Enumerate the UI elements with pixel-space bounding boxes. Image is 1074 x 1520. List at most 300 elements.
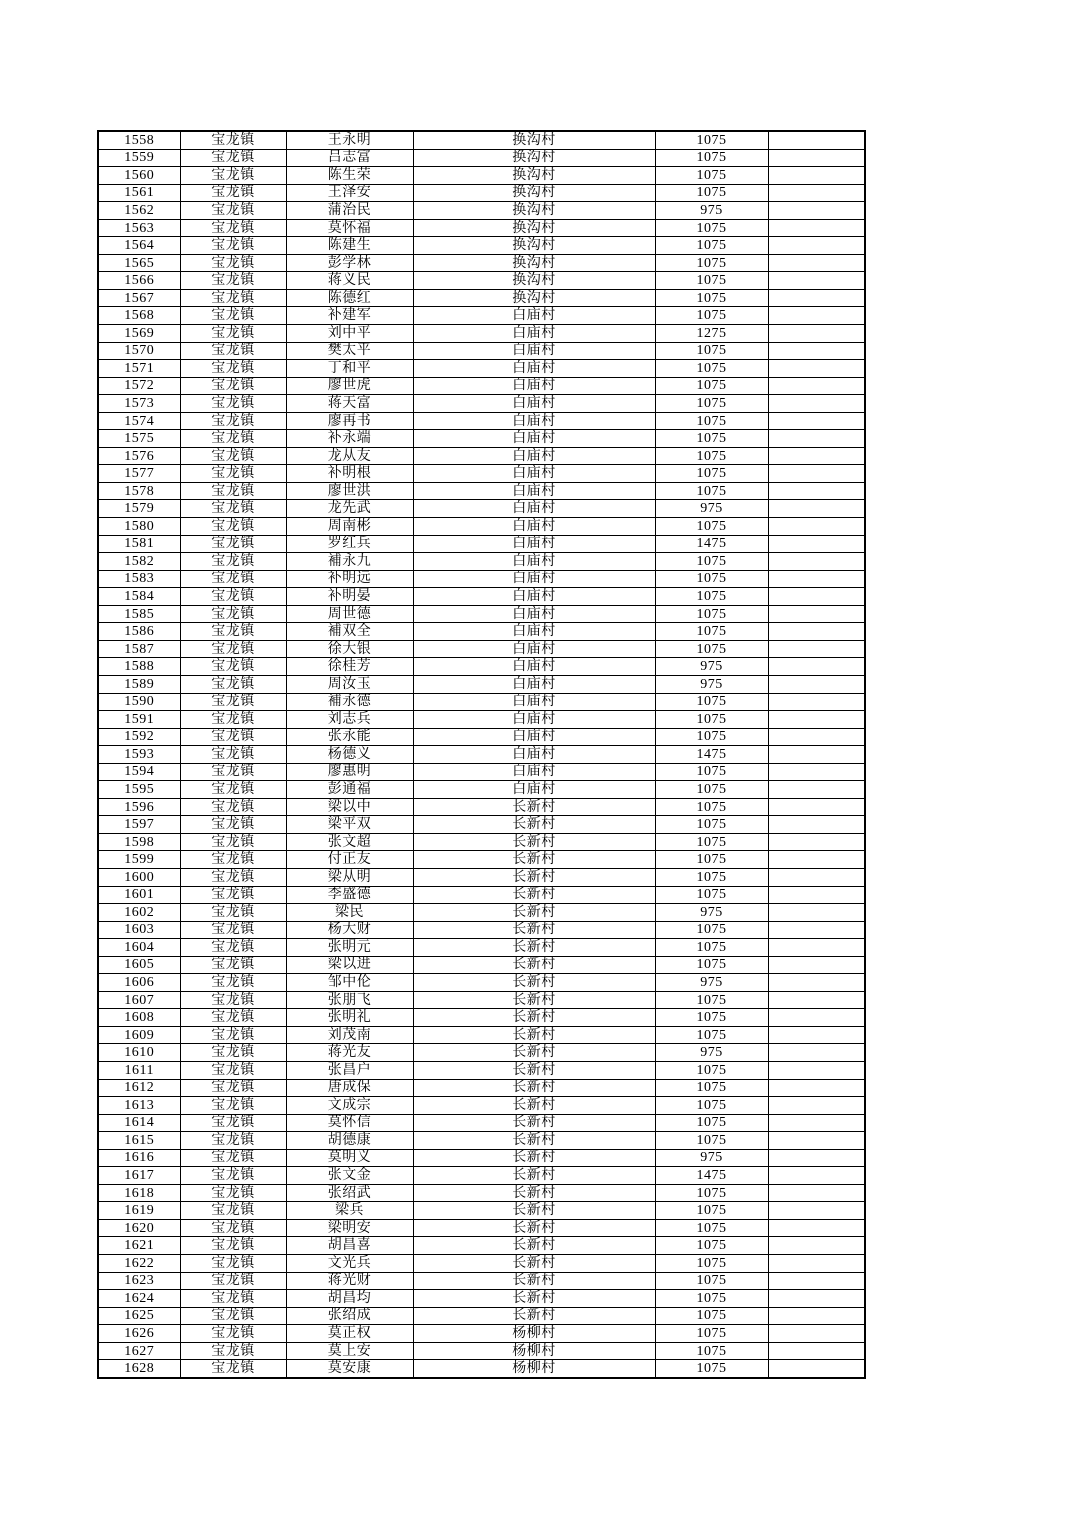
table-row <box>98 640 865 658</box>
name-cell: 梁明安 <box>286 1219 413 1237</box>
table-row <box>98 131 865 149</box>
village-cell: 白庙村 <box>413 693 655 711</box>
village-cell: 白庙村 <box>413 342 655 360</box>
name-cell: 梁民 <box>286 904 413 922</box>
village-cell: 长新村 <box>413 1061 655 1079</box>
amount-cell: 1075 <box>655 395 768 413</box>
village-cell: 白庙村 <box>413 535 655 553</box>
village-cell: 长新村 <box>413 939 655 957</box>
village-cell: 白庙村 <box>413 447 655 465</box>
village-cell: 白庙村 <box>413 430 655 448</box>
amount-cell: 1075 <box>655 1009 768 1027</box>
table-row <box>98 1114 865 1132</box>
village-cell: 白庙村 <box>413 395 655 413</box>
village-cell: 换沟村 <box>413 202 655 220</box>
row-number-cell: 1618 <box>98 1184 180 1202</box>
town-cell: 宝龙镇 <box>180 868 286 886</box>
town-cell: 宝龙镇 <box>180 833 286 851</box>
row-number-cell: 1614 <box>98 1114 180 1132</box>
table-row <box>98 675 865 693</box>
table-row <box>98 307 865 325</box>
amount-cell: 1075 <box>655 868 768 886</box>
table-row <box>98 237 865 255</box>
remark-cell <box>768 1009 865 1027</box>
name-cell: 李盛德 <box>286 886 413 904</box>
village-cell: 长新村 <box>413 1307 655 1325</box>
row-number-cell: 1623 <box>98 1272 180 1290</box>
row-number-cell: 1617 <box>98 1167 180 1185</box>
town-cell: 宝龙镇 <box>180 781 286 799</box>
row-number-cell: 1558 <box>98 131 180 149</box>
row-number-cell: 1627 <box>98 1342 180 1360</box>
village-cell: 换沟村 <box>413 289 655 307</box>
name-cell: 补明晏 <box>286 588 413 606</box>
town-cell: 宝龙镇 <box>180 746 286 764</box>
table-row <box>98 623 865 641</box>
amount-cell: 975 <box>655 904 768 922</box>
row-number-cell: 1595 <box>98 781 180 799</box>
amount-cell: 1075 <box>655 921 768 939</box>
town-cell: 宝龙镇 <box>180 360 286 378</box>
town-cell: 宝龙镇 <box>180 658 286 676</box>
row-number-cell: 1616 <box>98 1149 180 1167</box>
village-cell: 长新村 <box>413 904 655 922</box>
amount-cell: 1075 <box>655 886 768 904</box>
town-cell: 宝龙镇 <box>180 307 286 325</box>
remark-cell <box>768 1026 865 1044</box>
village-cell: 换沟村 <box>413 131 655 149</box>
town-cell: 宝龙镇 <box>180 1325 286 1343</box>
remark-cell <box>768 728 865 746</box>
name-cell: 補双全 <box>286 623 413 641</box>
table-row <box>98 360 865 378</box>
row-number-cell: 1572 <box>98 377 180 395</box>
village-cell: 换沟村 <box>413 184 655 202</box>
name-cell: 蒋光友 <box>286 1044 413 1062</box>
remark-cell <box>768 1272 865 1290</box>
amount-cell: 1075 <box>655 1219 768 1237</box>
row-number-cell: 1577 <box>98 465 180 483</box>
amount-cell: 1075 <box>655 711 768 729</box>
remark-cell <box>768 553 865 571</box>
remark-cell <box>768 711 865 729</box>
amount-cell: 1075 <box>655 1184 768 1202</box>
name-cell: 胡德康 <box>286 1132 413 1150</box>
table-row <box>98 518 865 536</box>
table-row <box>98 728 865 746</box>
row-number-cell: 1599 <box>98 851 180 869</box>
town-cell: 宝龙镇 <box>180 202 286 220</box>
town-cell: 宝龙镇 <box>180 939 286 957</box>
town-cell: 宝龙镇 <box>180 1272 286 1290</box>
table-row <box>98 956 865 974</box>
amount-cell: 1075 <box>655 605 768 623</box>
table-row <box>98 816 865 834</box>
row-number-cell: 1584 <box>98 588 180 606</box>
village-cell: 白庙村 <box>413 553 655 571</box>
town-cell: 宝龙镇 <box>180 395 286 413</box>
amount-cell: 975 <box>655 675 768 693</box>
town-cell: 宝龙镇 <box>180 904 286 922</box>
village-cell: 长新村 <box>413 1097 655 1115</box>
town-cell: 宝龙镇 <box>180 482 286 500</box>
row-number-cell: 1619 <box>98 1202 180 1220</box>
town-cell: 宝龙镇 <box>180 693 286 711</box>
amount-cell: 1075 <box>655 570 768 588</box>
amount-cell: 1075 <box>655 991 768 1009</box>
town-cell: 宝龙镇 <box>180 675 286 693</box>
village-cell: 长新村 <box>413 991 655 1009</box>
village-cell: 长新村 <box>413 868 655 886</box>
village-cell: 白庙村 <box>413 518 655 536</box>
village-cell: 长新村 <box>413 1079 655 1097</box>
remark-cell <box>768 1149 865 1167</box>
name-cell: 廖再书 <box>286 412 413 430</box>
town-cell: 宝龙镇 <box>180 535 286 553</box>
name-cell: 梁以中 <box>286 798 413 816</box>
table-row <box>98 1149 865 1167</box>
amount-cell: 975 <box>655 202 768 220</box>
name-cell: 张绍武 <box>286 1184 413 1202</box>
village-cell: 长新村 <box>413 798 655 816</box>
name-cell: 张文金 <box>286 1167 413 1185</box>
amount-cell: 1075 <box>655 763 768 781</box>
amount-cell: 1075 <box>655 1079 768 1097</box>
row-number-cell: 1567 <box>98 289 180 307</box>
town-cell: 宝龙镇 <box>180 1079 286 1097</box>
town-cell: 宝龙镇 <box>180 640 286 658</box>
town-cell: 宝龙镇 <box>180 131 286 149</box>
row-number-cell: 1615 <box>98 1132 180 1150</box>
name-cell: 廖惠明 <box>286 763 413 781</box>
name-cell: 梁从明 <box>286 868 413 886</box>
village-cell: 杨柳村 <box>413 1360 655 1378</box>
remark-cell <box>768 1079 865 1097</box>
town-cell: 宝龙镇 <box>180 763 286 781</box>
name-cell: 补明远 <box>286 570 413 588</box>
amount-cell: 1075 <box>655 1202 768 1220</box>
remark-cell <box>768 798 865 816</box>
remark-cell <box>768 307 865 325</box>
amount-cell: 1275 <box>655 325 768 343</box>
village-cell: 白庙村 <box>413 728 655 746</box>
name-cell: 补明根 <box>286 465 413 483</box>
village-cell: 长新村 <box>413 1202 655 1220</box>
village-cell: 长新村 <box>413 956 655 974</box>
table-row <box>98 272 865 290</box>
town-cell: 宝龙镇 <box>180 623 286 641</box>
town-cell: 宝龙镇 <box>180 570 286 588</box>
amount-cell: 975 <box>655 658 768 676</box>
row-number-cell: 1579 <box>98 500 180 518</box>
row-number-cell: 1574 <box>98 412 180 430</box>
row-number-cell: 1571 <box>98 360 180 378</box>
remark-cell <box>768 833 865 851</box>
town-cell: 宝龙镇 <box>180 342 286 360</box>
village-cell: 换沟村 <box>413 167 655 185</box>
table-row <box>98 1307 865 1325</box>
name-cell: 刘中平 <box>286 325 413 343</box>
remark-cell <box>768 237 865 255</box>
remark-cell <box>768 1202 865 1220</box>
amount-cell: 1075 <box>655 1237 768 1255</box>
amount-cell: 1075 <box>655 289 768 307</box>
name-cell: 王永明 <box>286 131 413 149</box>
name-cell: 蒋天富 <box>286 395 413 413</box>
row-number-cell: 1598 <box>98 833 180 851</box>
name-cell: 张昌户 <box>286 1061 413 1079</box>
table-row <box>98 430 865 448</box>
name-cell: 周汝玉 <box>286 675 413 693</box>
table-row <box>98 693 865 711</box>
table-row <box>98 798 865 816</box>
table-row <box>98 1272 865 1290</box>
village-cell: 杨柳村 <box>413 1325 655 1343</box>
name-cell: 莫怀福 <box>286 219 413 237</box>
row-number-cell: 1578 <box>98 482 180 500</box>
village-cell: 白庙村 <box>413 588 655 606</box>
table-row <box>98 500 865 518</box>
remark-cell <box>768 991 865 1009</box>
remark-cell <box>768 184 865 202</box>
amount-cell: 975 <box>655 974 768 992</box>
table-row <box>98 1219 865 1237</box>
remark-cell <box>768 886 865 904</box>
table-row <box>98 1202 865 1220</box>
town-cell: 宝龙镇 <box>180 921 286 939</box>
amount-cell: 975 <box>655 1044 768 1062</box>
row-number-cell: 1586 <box>98 623 180 641</box>
row-number-cell: 1605 <box>98 956 180 974</box>
amount-cell: 1075 <box>655 360 768 378</box>
remark-cell <box>768 1061 865 1079</box>
village-cell: 长新村 <box>413 1009 655 1027</box>
name-cell: 张文超 <box>286 833 413 851</box>
village-cell: 长新村 <box>413 974 655 992</box>
table-row <box>98 746 865 764</box>
name-cell: 文光兵 <box>286 1255 413 1273</box>
village-cell: 白庙村 <box>413 640 655 658</box>
remark-cell <box>768 482 865 500</box>
name-cell: 邹中伦 <box>286 974 413 992</box>
row-number-cell: 1626 <box>98 1325 180 1343</box>
remark-cell <box>768 149 865 167</box>
row-number-cell: 1576 <box>98 447 180 465</box>
remark-cell <box>768 1237 865 1255</box>
table-row <box>98 1237 865 1255</box>
name-cell: 梁以进 <box>286 956 413 974</box>
amount-cell: 975 <box>655 500 768 518</box>
village-cell: 白庙村 <box>413 377 655 395</box>
town-cell: 宝龙镇 <box>180 1061 286 1079</box>
village-cell: 换沟村 <box>413 149 655 167</box>
remark-cell <box>768 939 865 957</box>
remark-cell <box>768 763 865 781</box>
remark-cell <box>768 1325 865 1343</box>
table-row <box>98 412 865 430</box>
name-cell: 胡昌均 <box>286 1290 413 1308</box>
amount-cell: 1075 <box>655 553 768 571</box>
village-cell: 白庙村 <box>413 746 655 764</box>
table-row <box>98 184 865 202</box>
remark-cell <box>768 447 865 465</box>
row-number-cell: 1601 <box>98 886 180 904</box>
amount-cell: 1075 <box>655 833 768 851</box>
remark-cell <box>768 693 865 711</box>
town-cell: 宝龙镇 <box>180 1237 286 1255</box>
town-cell: 宝龙镇 <box>180 991 286 1009</box>
remark-cell <box>768 342 865 360</box>
amount-cell: 1075 <box>655 1061 768 1079</box>
town-cell: 宝龙镇 <box>180 851 286 869</box>
name-cell: 蒋光财 <box>286 1272 413 1290</box>
name-cell: 杨德义 <box>286 746 413 764</box>
name-cell: 莫上安 <box>286 1342 413 1360</box>
town-cell: 宝龙镇 <box>180 553 286 571</box>
remark-cell <box>768 500 865 518</box>
table-row <box>98 535 865 553</box>
amount-cell: 1075 <box>655 237 768 255</box>
table-row <box>98 886 865 904</box>
name-cell: 補永九 <box>286 553 413 571</box>
name-cell: 樊太平 <box>286 342 413 360</box>
remark-cell <box>768 272 865 290</box>
row-number-cell: 1569 <box>98 325 180 343</box>
name-cell: 周南彬 <box>286 518 413 536</box>
table-row <box>98 553 865 571</box>
village-cell: 白庙村 <box>413 482 655 500</box>
row-number-cell: 1624 <box>98 1290 180 1308</box>
table-row <box>98 1132 865 1150</box>
village-cell: 长新村 <box>413 1290 655 1308</box>
table-row <box>98 658 865 676</box>
town-cell: 宝龙镇 <box>180 1360 286 1378</box>
village-cell: 白庙村 <box>413 412 655 430</box>
remark-cell <box>768 1219 865 1237</box>
name-cell: 龙从友 <box>286 447 413 465</box>
town-cell: 宝龙镇 <box>180 500 286 518</box>
village-cell: 换沟村 <box>413 219 655 237</box>
village-cell: 长新村 <box>413 1026 655 1044</box>
row-number-cell: 1594 <box>98 763 180 781</box>
row-number-cell: 1593 <box>98 746 180 764</box>
name-cell: 廖世洪 <box>286 482 413 500</box>
town-cell: 宝龙镇 <box>180 886 286 904</box>
town-cell: 宝龙镇 <box>180 465 286 483</box>
table-row <box>98 254 865 272</box>
town-cell: 宝龙镇 <box>180 1184 286 1202</box>
remark-cell <box>768 219 865 237</box>
remark-cell <box>768 1167 865 1185</box>
table-row <box>98 711 865 729</box>
remark-cell <box>768 921 865 939</box>
name-cell: 彭通福 <box>286 781 413 799</box>
data-table <box>97 130 866 1379</box>
table-row <box>98 570 865 588</box>
town-cell: 宝龙镇 <box>180 167 286 185</box>
name-cell: 陈生荣 <box>286 167 413 185</box>
remark-cell <box>768 1307 865 1325</box>
village-cell: 换沟村 <box>413 237 655 255</box>
row-number-cell: 1612 <box>98 1079 180 1097</box>
name-cell: 彭学林 <box>286 254 413 272</box>
row-number-cell: 1573 <box>98 395 180 413</box>
town-cell: 宝龙镇 <box>180 588 286 606</box>
amount-cell: 1075 <box>655 1255 768 1273</box>
amount-cell: 1075 <box>655 219 768 237</box>
name-cell: 付正友 <box>286 851 413 869</box>
name-cell: 丁和平 <box>286 360 413 378</box>
table-row <box>98 1325 865 1343</box>
row-number-cell: 1592 <box>98 728 180 746</box>
row-number-cell: 1580 <box>98 518 180 536</box>
table-row <box>98 1290 865 1308</box>
table-row <box>98 1342 865 1360</box>
remark-cell <box>768 1097 865 1115</box>
row-number-cell: 1582 <box>98 553 180 571</box>
amount-cell: 1475 <box>655 746 768 764</box>
row-number-cell: 1613 <box>98 1097 180 1115</box>
row-number-cell: 1564 <box>98 237 180 255</box>
town-cell: 宝龙镇 <box>180 728 286 746</box>
remark-cell <box>768 570 865 588</box>
table-row <box>98 921 865 939</box>
name-cell: 吕志富 <box>286 149 413 167</box>
table-row <box>98 219 865 237</box>
amount-cell: 1075 <box>655 623 768 641</box>
village-cell: 长新村 <box>413 1237 655 1255</box>
town-cell: 宝龙镇 <box>180 816 286 834</box>
table-row <box>98 763 865 781</box>
remark-cell <box>768 746 865 764</box>
row-number-cell: 1602 <box>98 904 180 922</box>
table-row <box>98 1079 865 1097</box>
name-cell: 補永德 <box>286 693 413 711</box>
row-number-cell: 1596 <box>98 798 180 816</box>
name-cell: 徐桂芳 <box>286 658 413 676</box>
village-cell: 白庙村 <box>413 360 655 378</box>
table-row <box>98 395 865 413</box>
row-number-cell: 1588 <box>98 658 180 676</box>
name-cell: 梁兵 <box>286 1202 413 1220</box>
row-number-cell: 1597 <box>98 816 180 834</box>
village-cell: 长新村 <box>413 886 655 904</box>
name-cell: 文成宗 <box>286 1097 413 1115</box>
remark-cell <box>768 956 865 974</box>
amount-cell: 1075 <box>655 167 768 185</box>
row-number-cell: 1560 <box>98 167 180 185</box>
amount-cell: 1075 <box>655 798 768 816</box>
remark-cell <box>768 851 865 869</box>
village-cell: 白庙村 <box>413 500 655 518</box>
remark-cell <box>768 412 865 430</box>
table-row <box>98 851 865 869</box>
amount-cell: 1075 <box>655 342 768 360</box>
table-row <box>98 447 865 465</box>
town-cell: 宝龙镇 <box>180 1132 286 1150</box>
remark-cell <box>768 781 865 799</box>
name-cell: 刘茂南 <box>286 1026 413 1044</box>
village-cell: 白庙村 <box>413 763 655 781</box>
amount-cell: 975 <box>655 1149 768 1167</box>
remark-cell <box>768 1044 865 1062</box>
village-cell: 长新村 <box>413 1044 655 1062</box>
town-cell: 宝龙镇 <box>180 1255 286 1273</box>
village-cell: 白庙村 <box>413 325 655 343</box>
name-cell: 唐成保 <box>286 1079 413 1097</box>
village-cell: 换沟村 <box>413 272 655 290</box>
remark-cell <box>768 605 865 623</box>
